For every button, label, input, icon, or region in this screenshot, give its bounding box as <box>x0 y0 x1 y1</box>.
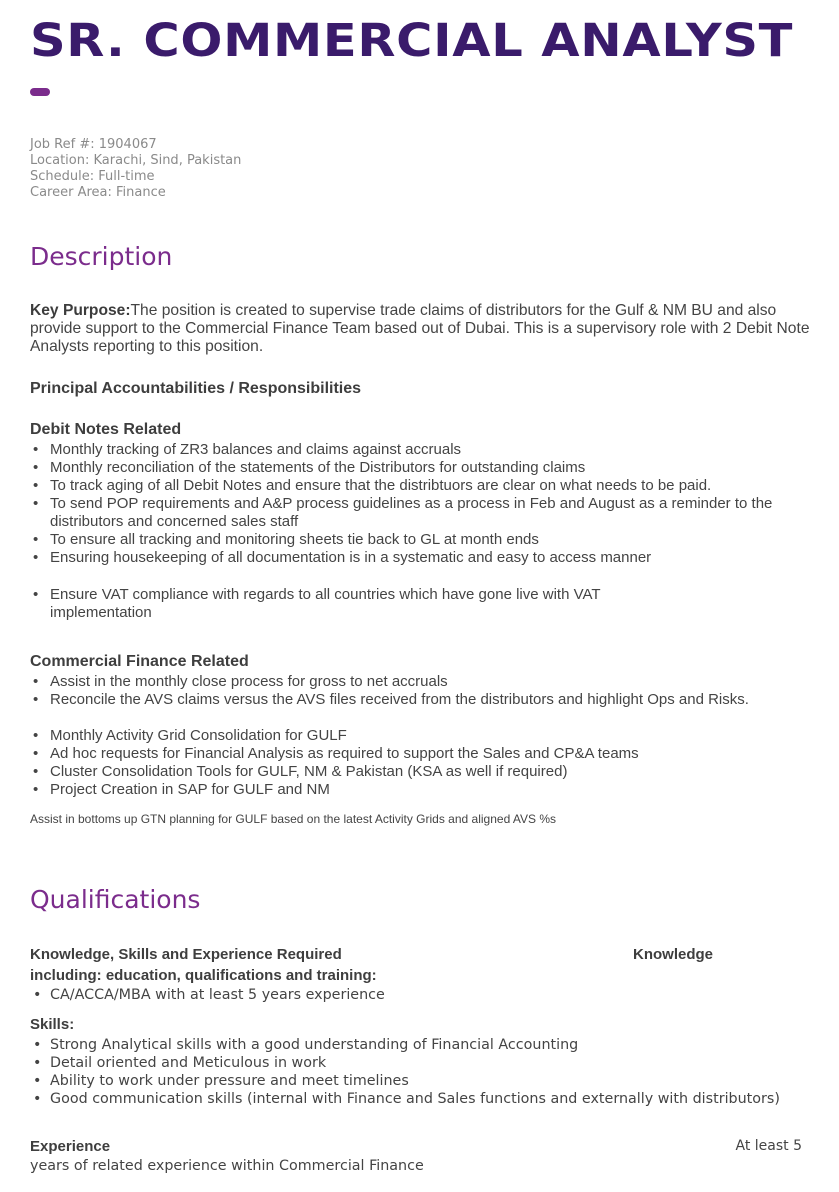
list-item: • Strong Analytical skills with a good understanding of Financial Accounting <box>30 1036 820 1054</box>
experience-text: years of related experience within Commercial Finance <box>30 1158 424 1174</box>
job-title: SR. COMMERCIAL ANALYST <box>30 14 794 67</box>
gtn-planning-note: Assist in bottoms up GTN planning for GULF based on the latest Activity Grids and aligned AVS %s <box>30 812 557 826</box>
list-item: • Monthly reconciliation of the statements of the Distributors for outstanding claims <box>30 459 790 477</box>
list-item: • Ability to work under pressure and meet timelines <box>30 1072 820 1090</box>
debit-notes-heading: Debit Notes Related <box>30 421 182 438</box>
experience-heading: Experience <box>30 1138 111 1155</box>
principal-accountabilities-heading: Principal Accountabilities / Responsibilities <box>30 380 362 397</box>
commercial-list-a <box>30 673 800 709</box>
list-item: • Ensuring housekeeping of all documentation is in a systematic and easy to access manner <box>30 549 790 567</box>
commercial-finance-heading: Commercial Finance Related <box>30 653 249 670</box>
list-item: • Monthly tracking of ZR3 balances and claims against accruals <box>30 441 790 459</box>
qualifications-heading: Qualifications <box>30 885 201 914</box>
debit-notes-list <box>30 441 790 567</box>
list-item: • Ad hoc requests for Financial Analysis as required to support the Sales and CP&A teams <box>30 745 800 763</box>
vat-list <box>30 586 630 622</box>
job-career-area: Career Area: Finance <box>30 185 166 200</box>
key-purpose-label: Key Purpose: <box>30 302 131 319</box>
skills-heading: Skills: <box>30 1016 75 1033</box>
key-purpose <box>30 302 820 356</box>
list-item: • Project Creation in SAP for GULF and NM <box>30 781 800 799</box>
experience-at-least: At least 5 <box>735 1138 802 1154</box>
key-purpose-text: The position is created to supervise trade claims of distributors for the Gulf & NM BU and also provide support to the Commercial Finance Team based out of Dubai. This is a supervisory role with 2 Debit Note Analysts reporting to this position. <box>30 302 810 355</box>
list-item: • To ensure all tracking and monitoring sheets tie back to GL at month ends <box>30 531 790 549</box>
list-item: • Monthly Activity Grid Consolidation for GULF <box>30 727 800 745</box>
list-item: • CA/ACCA/MBA with at least 5 years experience <box>30 986 800 1004</box>
job-location: Location: Karachi, Sind, Pakistan <box>30 153 242 168</box>
kse-heading-left: Knowledge, Skills and Experience Required <box>30 946 342 963</box>
list-item: • Cluster Consolidation Tools for GULF, NM & Pakistan (KSA as well if required) <box>30 763 800 781</box>
job-schedule: Schedule: Full-time <box>30 169 155 184</box>
kse-heading-right: Knowledge <box>633 946 714 963</box>
title-accent-bar <box>30 88 50 96</box>
skills-list <box>30 1036 820 1108</box>
knowledge-skills-experience-heading <box>30 944 820 984</box>
knowledge-list <box>30 986 800 1004</box>
list-item: • Ensure VAT compliance with regards to all countries which have gone live with VAT implementation <box>30 586 630 622</box>
kse-heading-second-line: including: education, qualifications and training: <box>30 967 377 984</box>
list-item: • Detail oriented and Meticulous in work <box>30 1054 820 1072</box>
list-item: • Reconcile the AVS claims versus the AVS files received from the distributors and highlight Ops and Risks. <box>30 691 800 709</box>
list-item: • To send POP requirements and A&P process guidelines as a process in Feb and August as a reminder to the distributors and concerned sales staff <box>30 495 790 531</box>
experience-heading-row <box>30 1138 802 1155</box>
list-item: • To track aging of all Debit Notes and ensure that the distribtuors are clear on what needs to be paid. <box>30 477 790 495</box>
description-heading: Description <box>30 242 173 271</box>
job-ref: Job Ref #: 1904067 <box>30 137 157 152</box>
list-item: • Assist in the monthly close process for gross to net accruals <box>30 673 800 691</box>
job-meta <box>30 137 241 201</box>
list-item: • Good communication skills (internal with Finance and Sales functions and externally with distributors) <box>30 1090 820 1108</box>
commercial-list-b <box>30 727 800 799</box>
